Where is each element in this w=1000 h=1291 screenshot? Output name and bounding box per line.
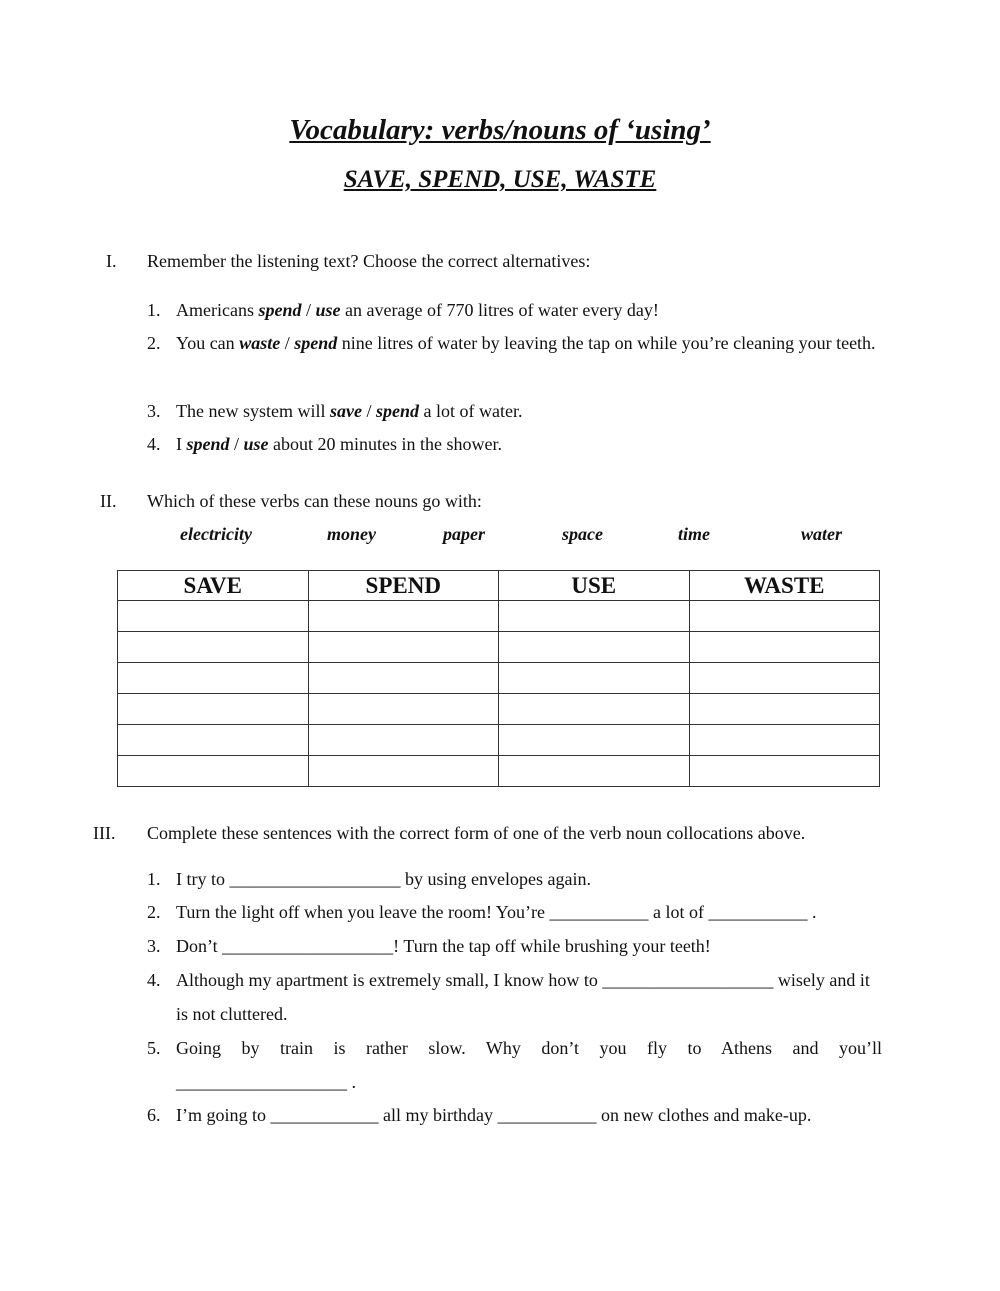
table-cell[interactable] [308,601,499,632]
col-header-waste: WASTE [689,571,880,601]
section-1-numeral: I. [106,251,117,271]
option-a: spend [186,434,230,454]
item-text: The new system will [176,401,330,421]
section-2-numeral: II. [100,491,117,511]
table-cell[interactable] [499,694,690,725]
option-separator: / [280,333,295,353]
item-number: 2. [147,902,161,922]
item-text: Going by train is rather slow. Why don’t you fly to Athens and you’ll [176,1038,882,1058]
s3-item-1 [147,862,882,896]
section-2-instruction: Which of these verbs can these nouns go with: [147,491,482,511]
option-separator: / [301,300,316,320]
option-a: waste [239,333,281,353]
noun-money: money [327,524,376,544]
table-cell[interactable] [118,725,309,756]
s1-item-4 [147,427,882,461]
noun-time: time [678,524,710,544]
noun-paper: paper [443,524,485,544]
table-cell[interactable] [118,601,309,632]
table-cell[interactable] [689,756,880,787]
table-cell[interactable] [689,725,880,756]
item-text: You can [176,333,240,353]
s3-item-4 [147,963,882,1031]
item-text: an average of 770 litres of water every day! [340,300,659,320]
s3-item-5 [147,1031,882,1065]
noun-water: water [801,524,843,544]
option-separator: / [361,401,376,421]
item-number: 2. [147,333,161,353]
table-cell[interactable] [499,601,690,632]
table-cell[interactable] [689,694,880,725]
table-cell[interactable] [499,756,690,787]
s1-item-3 [147,394,882,428]
table-row [118,756,880,787]
col-header-use: USE [499,571,690,601]
option-b: use [243,434,269,454]
option-b: spend [375,401,419,421]
option-b: spend [294,333,338,353]
table-cell[interactable] [689,663,880,694]
table-row [118,663,880,694]
s3-item-5-continued [147,1065,882,1099]
table-row [118,725,880,756]
table-cell[interactable] [118,756,309,787]
item-text: I [176,434,187,454]
item-text: Americans [176,300,259,320]
option-b: use [315,300,341,320]
option-a: spend [258,300,302,320]
item-number: 4. [147,970,161,990]
item-text: about 20 minutes in the shower. [268,434,503,454]
item-text: I’m going to ____________ all my birthday ___________ on new clothes and make-up. [176,1105,812,1125]
table-cell[interactable] [499,632,690,663]
page-subtitle: SAVE, SPEND, USE, WASTE [343,166,657,193]
table-cell[interactable] [118,694,309,725]
item-number: 4. [147,434,161,454]
item-number: 3. [147,936,161,956]
page-title: Vocabulary: verbs/nouns of ‘using’ [289,114,711,146]
table-cell[interactable] [308,663,499,694]
option-separator: / [229,434,244,454]
noun-electricity: electricity [180,524,252,544]
noun-space: space [562,524,603,544]
verb-noun-table [117,570,880,787]
table-cell[interactable] [308,694,499,725]
table-cell[interactable] [308,756,499,787]
table-cell[interactable] [118,632,309,663]
table-cell[interactable] [308,725,499,756]
item-number: 6. [147,1105,161,1125]
s1-item-2 [147,326,882,360]
section-1-instruction: Remember the listening text? Choose the correct alternatives: [147,251,591,271]
table-cell[interactable] [308,632,499,663]
item-number: 3. [147,401,161,421]
s3-item-3 [147,929,882,963]
item-number: 1. [147,300,161,320]
table-row [118,694,880,725]
item-text: nine litres of water by leaving the tap on while you’re cleaning your teeth. [337,333,876,353]
item-number: 1. [147,869,161,889]
item-text: I try to ___________________ by using envelopes again. [176,869,591,889]
table-cell[interactable] [689,601,880,632]
item-text: a lot of water. [419,401,523,421]
section-3-numeral: III. [93,823,116,843]
table-row [118,601,880,632]
table-cell[interactable] [499,663,690,694]
option-a: save [329,401,362,421]
item-text: ___________________ . [176,1072,356,1092]
table-cell[interactable] [499,725,690,756]
table-cell[interactable] [689,632,880,663]
item-text: Turn the light off when you leave the room! You’re ___________ a lot of ___________ . [176,902,817,922]
table-cell[interactable] [118,663,309,694]
s3-item-6 [147,1098,882,1132]
s3-item-2 [147,895,882,929]
item-text: Don’t ___________________! Turn the tap off while brushing your teeth! [176,936,711,956]
s1-item-1 [147,293,882,327]
section-3-instruction: Complete these sentences with the correct form of one of the verb noun collocations above. [147,823,806,843]
table-row [118,632,880,663]
col-header-save: SAVE [118,571,309,601]
item-number: 5. [147,1038,161,1058]
col-header-spend: SPEND [308,571,499,601]
item-text: Although my apartment is extremely small, I know how to ___________________ wisely and it is not cluttered. [176,970,870,1024]
table-header-row [118,571,880,601]
